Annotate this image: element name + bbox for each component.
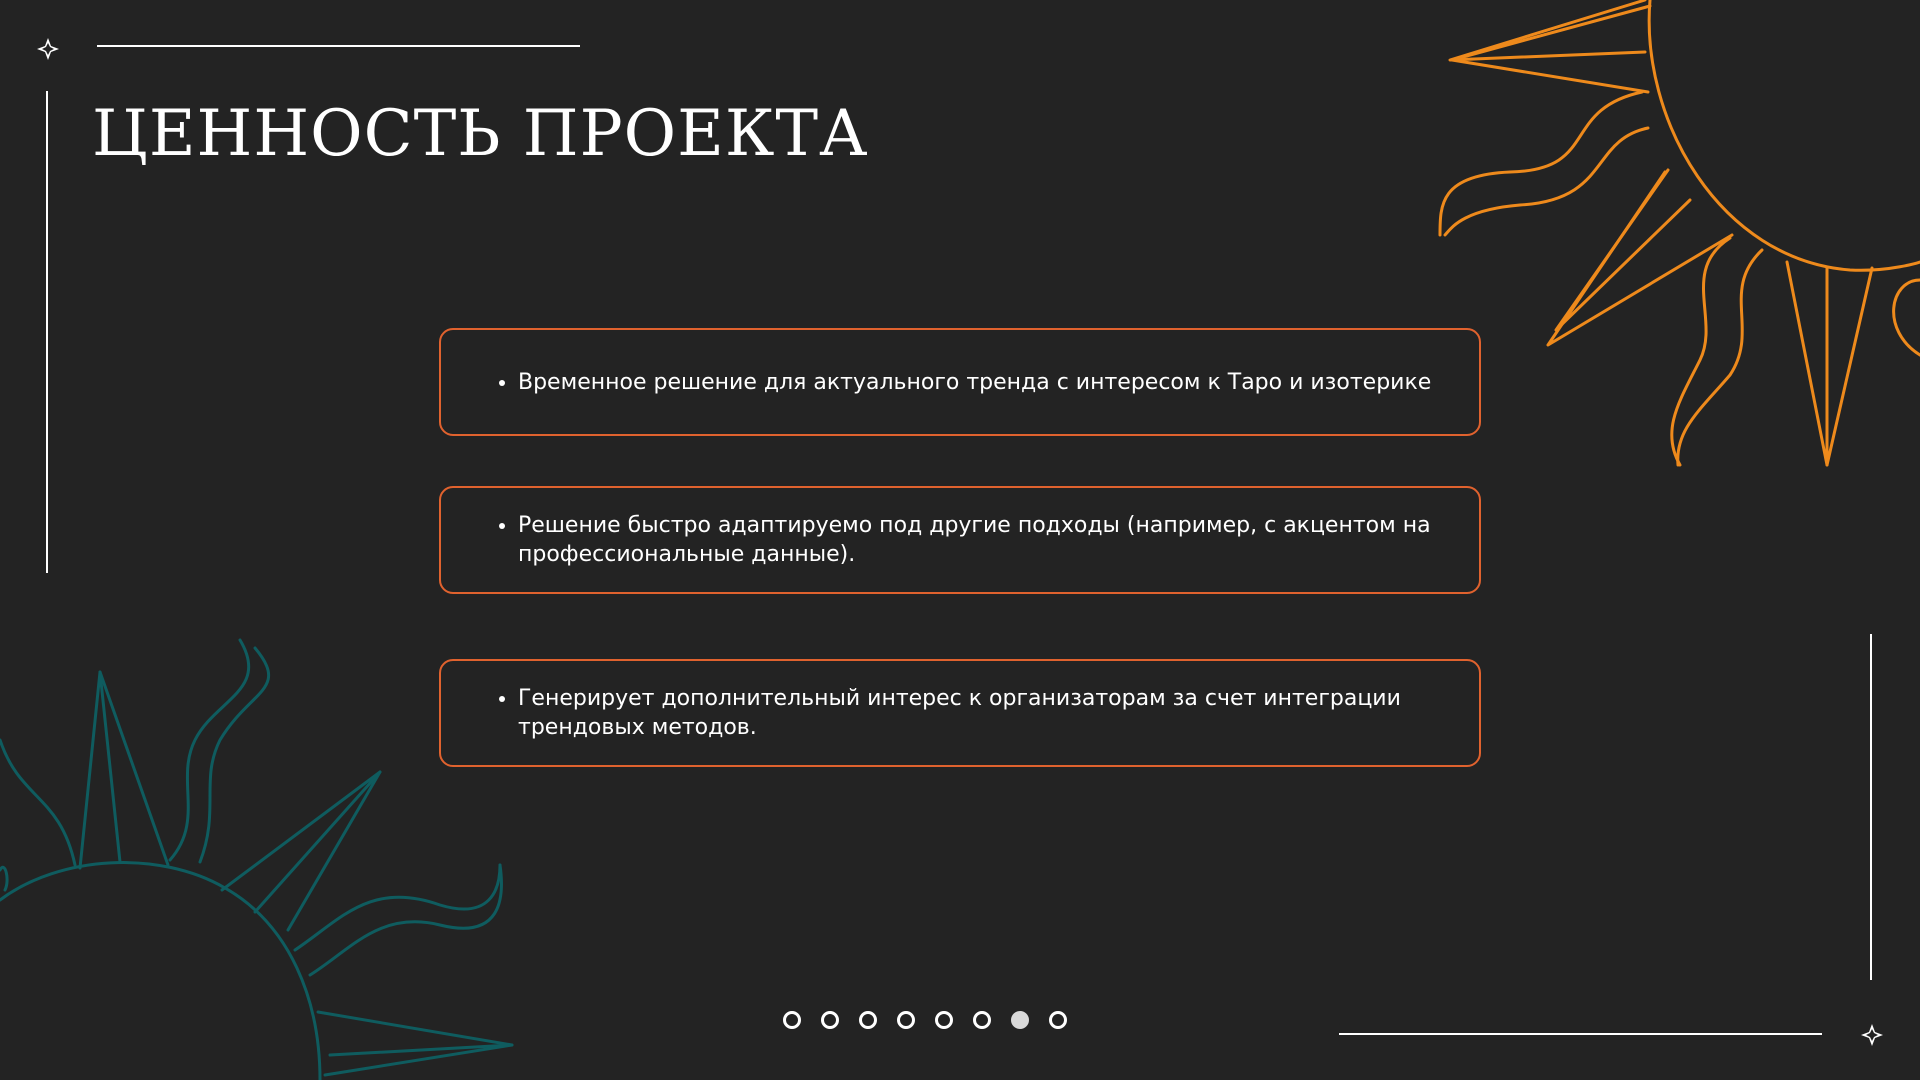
sun-illustration-teal	[0, 640, 512, 1080]
page-title: ЦЕННОСТЬ ПРОЕКТА	[92, 97, 869, 171]
page-dot[interactable]	[783, 1011, 801, 1029]
page-dot[interactable]	[1049, 1011, 1067, 1029]
bullet-list	[494, 511, 1439, 569]
list-item: • Временное решение для актуального тренда с интересом к Таро и изотерике	[518, 368, 1431, 397]
page-dot[interactable]	[821, 1011, 839, 1029]
value-card	[439, 486, 1481, 594]
page-dot[interactable]	[935, 1011, 953, 1029]
sparkle-icon	[1861, 1024, 1883, 1046]
bullet-list	[494, 368, 1431, 397]
value-card	[439, 659, 1481, 767]
slide-pagination	[783, 1011, 1067, 1029]
page-dot[interactable]	[897, 1011, 915, 1029]
sun-illustration-orange	[1440, 0, 1920, 465]
list-item: • Решение быстро адаптируемо под другие подходы (например, с акцентом на профессиональные данные).	[518, 511, 1439, 569]
bullet-list	[494, 684, 1439, 742]
value-card	[439, 328, 1481, 436]
page-dot[interactable]	[1011, 1011, 1029, 1029]
list-item: • Генерирует дополнительный интерес к организаторам за счет интеграции трендовых методов.	[518, 684, 1439, 742]
page-dot[interactable]	[859, 1011, 877, 1029]
page-dot[interactable]	[973, 1011, 991, 1029]
sparkle-icon	[37, 38, 59, 60]
